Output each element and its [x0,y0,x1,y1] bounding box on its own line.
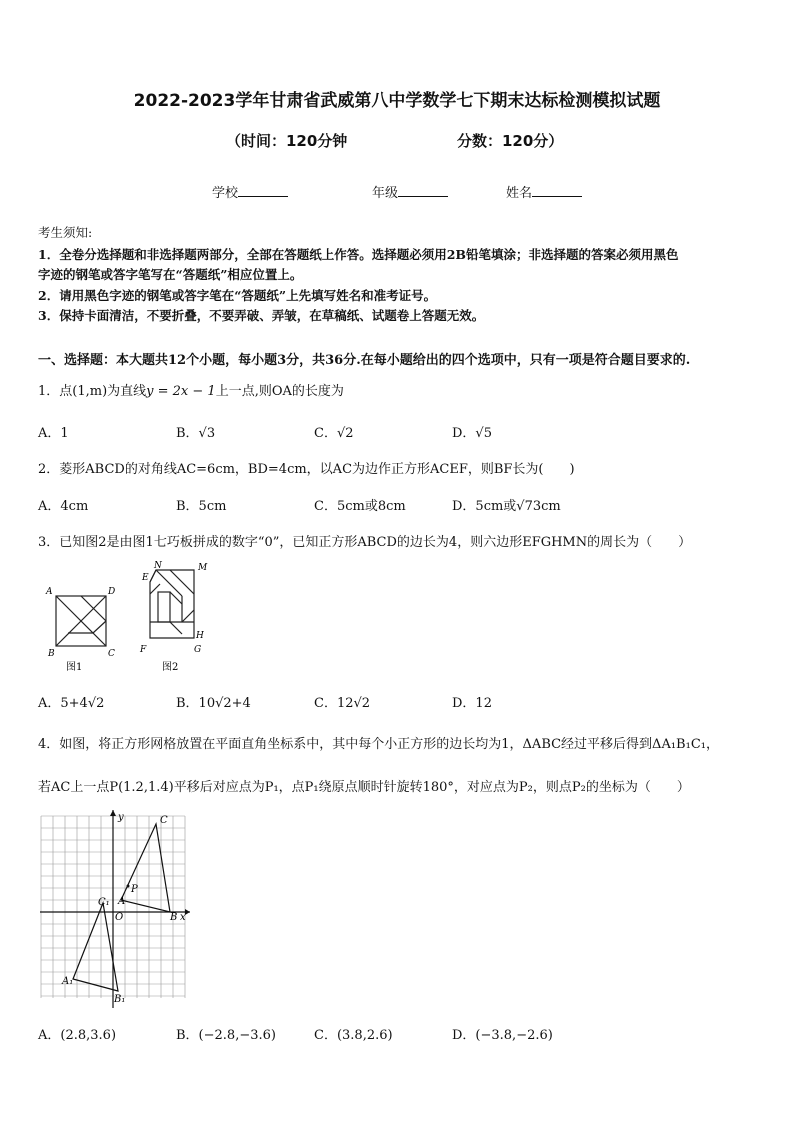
q4-coordinate-grid [40,808,194,1008]
fig1-label-d: D [108,587,116,597]
triangle-a1b1c1 [73,903,118,991]
label-o: O [115,912,124,923]
fig2-caption: 图2 [162,662,179,673]
label-x: x [180,912,186,923]
fig1-label-c: C [108,649,115,659]
page-title: 2022-2023学年甘肃省武威第八中学数学七下期末达标检测模拟试题 [133,91,661,111]
q3-option-a[interactable]: A．5+4√2 [38,696,105,711]
fig2-label-n: N [154,561,162,571]
label-p: P [131,884,138,895]
q4-option-b[interactable]: B．(−2.8,−3.6) [176,1028,276,1043]
q2-option-a[interactable]: A．4cm [38,499,89,514]
notice-line-4: 3．保持卡面清洁，不要折叠，不要弄破、弄皱，在草稿纸、试题卷上答题无效。 [38,308,485,323]
label-a: A [118,896,126,907]
grade-field[interactable] [372,182,448,201]
fig2-label-f: F [140,645,147,655]
fig2-label-m: M [198,563,208,573]
label-c1: C₁ [98,897,110,908]
tangram-figure-2 [150,570,194,638]
fig2-label-e: E [142,573,149,583]
q1-stem [38,380,344,399]
name-field[interactable] [506,182,582,201]
label-c: C [160,815,168,826]
notice-line-1: 1．全卷分选择题和非选择题两部分，全部在答题纸上作答。选择题必须用2B铅笔填涂；非选择题的答案必须用黑色 [38,247,679,262]
label-b1: B₁ [114,994,126,1005]
q2-option-b[interactable]: B．5cm [176,499,227,514]
notice-heading: 考生须知: [38,225,93,240]
triangle-abc [121,824,170,912]
tangram-figure-1 [56,596,106,646]
school-field[interactable] [212,182,288,201]
exam-score: 分数：120分） [457,132,564,150]
fig1-label-b: B [48,649,55,659]
q3-option-b[interactable]: B．10√2+4 [176,696,251,711]
q3-figures [40,560,230,678]
q4-option-a[interactable]: A．(2.8,3.6) [38,1028,117,1043]
school-label: 学校 [212,186,239,201]
q1-option-b[interactable]: B．√3 [176,426,216,441]
q3-option-c[interactable]: C．12√2 [314,696,371,711]
label-b: B [170,912,178,923]
fig2-label-g: G [194,645,202,655]
q4-option-c[interactable]: C．(3.8,2.6) [314,1028,393,1043]
q1-option-c[interactable]: C．√2 [314,426,354,441]
q1-equation: y = 2x − 1 [146,384,216,399]
q4-option-d[interactable]: D．(−3.8,−2.6) [452,1028,553,1043]
q3-option-d[interactable]: D．12 [452,696,492,711]
point-p [127,885,130,888]
q2-option-c[interactable]: C．5cm或8cm [314,499,406,514]
q1-option-d[interactable]: D．√5 [452,426,492,441]
q1-stem-a: 1．点(1,m)为直线 [38,384,147,399]
q4-stem-line-1: 4．如图，将正方形网格放置在平面直角坐标系中，其中每个小正方形的边长均为1，ΔABC经过平移后得到ΔA₁B₁C₁， [38,737,719,752]
q4-stem-line-2: 若AC上一点P(1.2,1.4)平移后对应点为P₁，点P₁绕原点顺时针旋转180°，对应点为P₂，则点P₂的坐标为（ ） [38,780,690,795]
name-label: 姓名 [506,186,533,201]
grade-label: 年级 [372,186,399,201]
notice-line-2: 字迹的钢笔或答字笔写在“答题纸”相应位置上。 [38,267,303,282]
q2-stem: 2．菱形ABCD的对角线AC=6cm，BD=4cm，以AC为边作正方形ACEF，则BF长为( ) [38,462,575,477]
label-y: y [118,812,124,823]
notice-line-3: 2．请用黑色字迹的钢笔或答字笔在“答题纸”上先填写姓名和准考证号。 [38,288,437,303]
section-heading: 一、选择题：本大题共12个小题，每小题3分，共36分.在每小题给出的四个选项中，只有一项是符合题目要求的. [38,353,691,368]
q1-stem-b: 上一点,则OA的长度为 [215,384,344,399]
fig1-label-a: A [46,587,53,597]
fig1-caption: 图1 [66,662,83,673]
hexagon-efghmn [150,570,194,638]
fig2-label-h: H [196,631,204,641]
label-a1: A₁ [62,976,74,987]
q3-stem: 3．已知图2是由图1七巧板拼成的数字“0”，已知正方形ABCD的边长为4，则六边形EFGHMN的周长为（ ） [38,535,692,550]
exam-time: （时间：120分钟 [226,132,348,150]
q2-option-d[interactable]: D．5cm或√73cm [452,499,561,514]
q1-option-a[interactable]: A．1 [38,426,69,441]
